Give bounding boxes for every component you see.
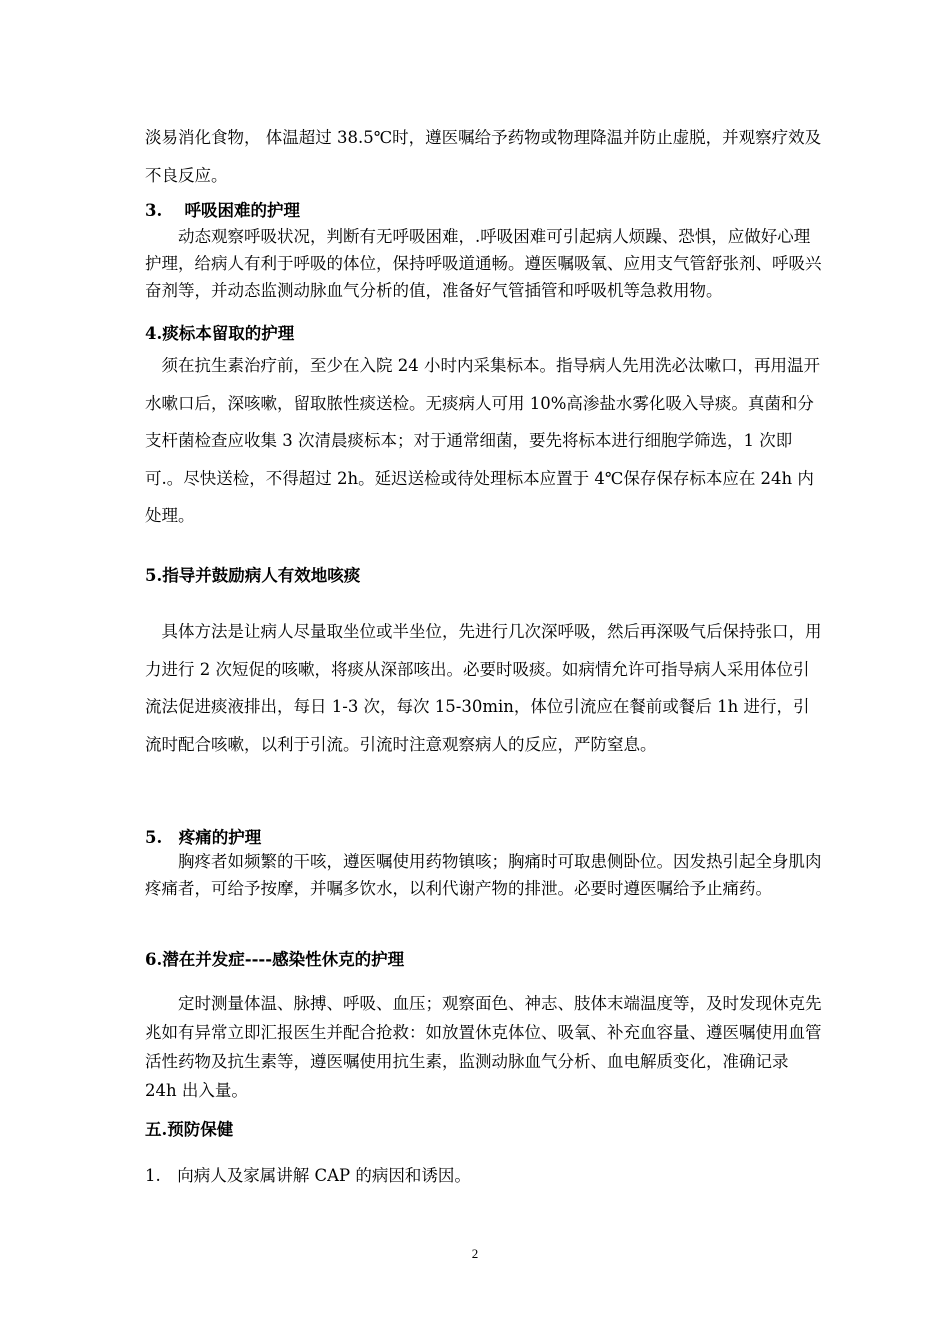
paragraph-sputum-specimen: 须在抗生素治疗前，至少在入院 24 小时内采集标本。指导病人先用洗必汰嗽口，再用温开水嗽口后，深咳嗽，留取脓性痰送检。无痰病人可用 10%高渗盐水雾化吸入导痰。真菌和分支杆菌检查应收集 3 次清晨痰标本；对于通常细菌，要先将标本进行细胞学筛选，1 次即可.。尽快送检，不得超过 2h。延迟送检或待处理标本应置于 4℃保存保存标本应在 24h 内处理。 [145,356,820,525]
heading-sputum-specimen: 4.痰标本留取的护理 [145,324,295,343]
heading-pain-care: 5. 疼痛的护理 [145,828,262,847]
paragraph-pain-care: 胸疼者如频繁的干咳，遵医嘱使用药物镇咳；胸痛时可取患侧卧位。因发热引起全身肌肉疼痛者，可给予按摩，并嘱多饮水，以利代谢产物的排泄。必要时遵医嘱给予止痛药。 [145,852,822,898]
page-number: 2 [471,1246,479,1261]
paragraph-effective-cough: 具体方法是让病人尽量取坐位或半坐位，先进行几次深呼吸，然后再深吸气后保持张口，用力进行 2 次短促的咳嗽，将痰从深部咳出。必要时吸痰。如病情允许可指导病人采用体位引流法促进痰液排出，每日 1-3 次，每次 15-30min，体位引流应在餐前或餐后 1h 进行，引流时配合咳嗽，以利于引流。引流时注意观察病人的反应，严防窒息。 [145,622,822,754]
paragraph-septic-shock-care: 定时测量体温、脉搏、呼吸、血压；观察面色、神志、肢体末端温度等，及时发现休克先兆如有异常立即汇报医生并配合抢救：如放置休克体位、吸氧、补充血容量、遵医嘱使用血管活性药物及抗生素等，遵医嘱使用抗生素，监测动脉血气分析、血电解质变化，准确记录 24h 出入量。 [145,994,822,1100]
paragraph-fever-care: 淡易消化食物， 体温超过 38.5℃时，遵医嘱给予药物或物理降温并防止虚脱，并观察疗效及不良反应。 [145,128,822,185]
heading-effective-cough: 5.指导并鼓励病人有效地咳痰 [145,566,361,585]
heading-dyspnea-care: 3. 呼吸困难的护理 [145,201,300,220]
heading-septic-shock-care: 6.潜在并发症----感染性休克的护理 [145,950,405,969]
heading-prevention: 五.预防保健 [145,1120,234,1139]
paragraph-prevention-1: 1. 向病人及家属讲解 CAP 的病因和诱因。 [145,1166,471,1185]
paragraph-dyspnea-care: 动态观察呼吸状况，判断有无呼吸困难，.呼吸困难可引起病人烦躁、恐惧，应做好心理护理，给病人有利于呼吸的体位，保持呼吸道通畅。遵医嘱吸氧、应用支气管舒张剂、呼吸兴奋剂等，并动态监测动脉血气分析的值，准备好气管插管和呼吸机等急救用物。 [145,227,822,300]
